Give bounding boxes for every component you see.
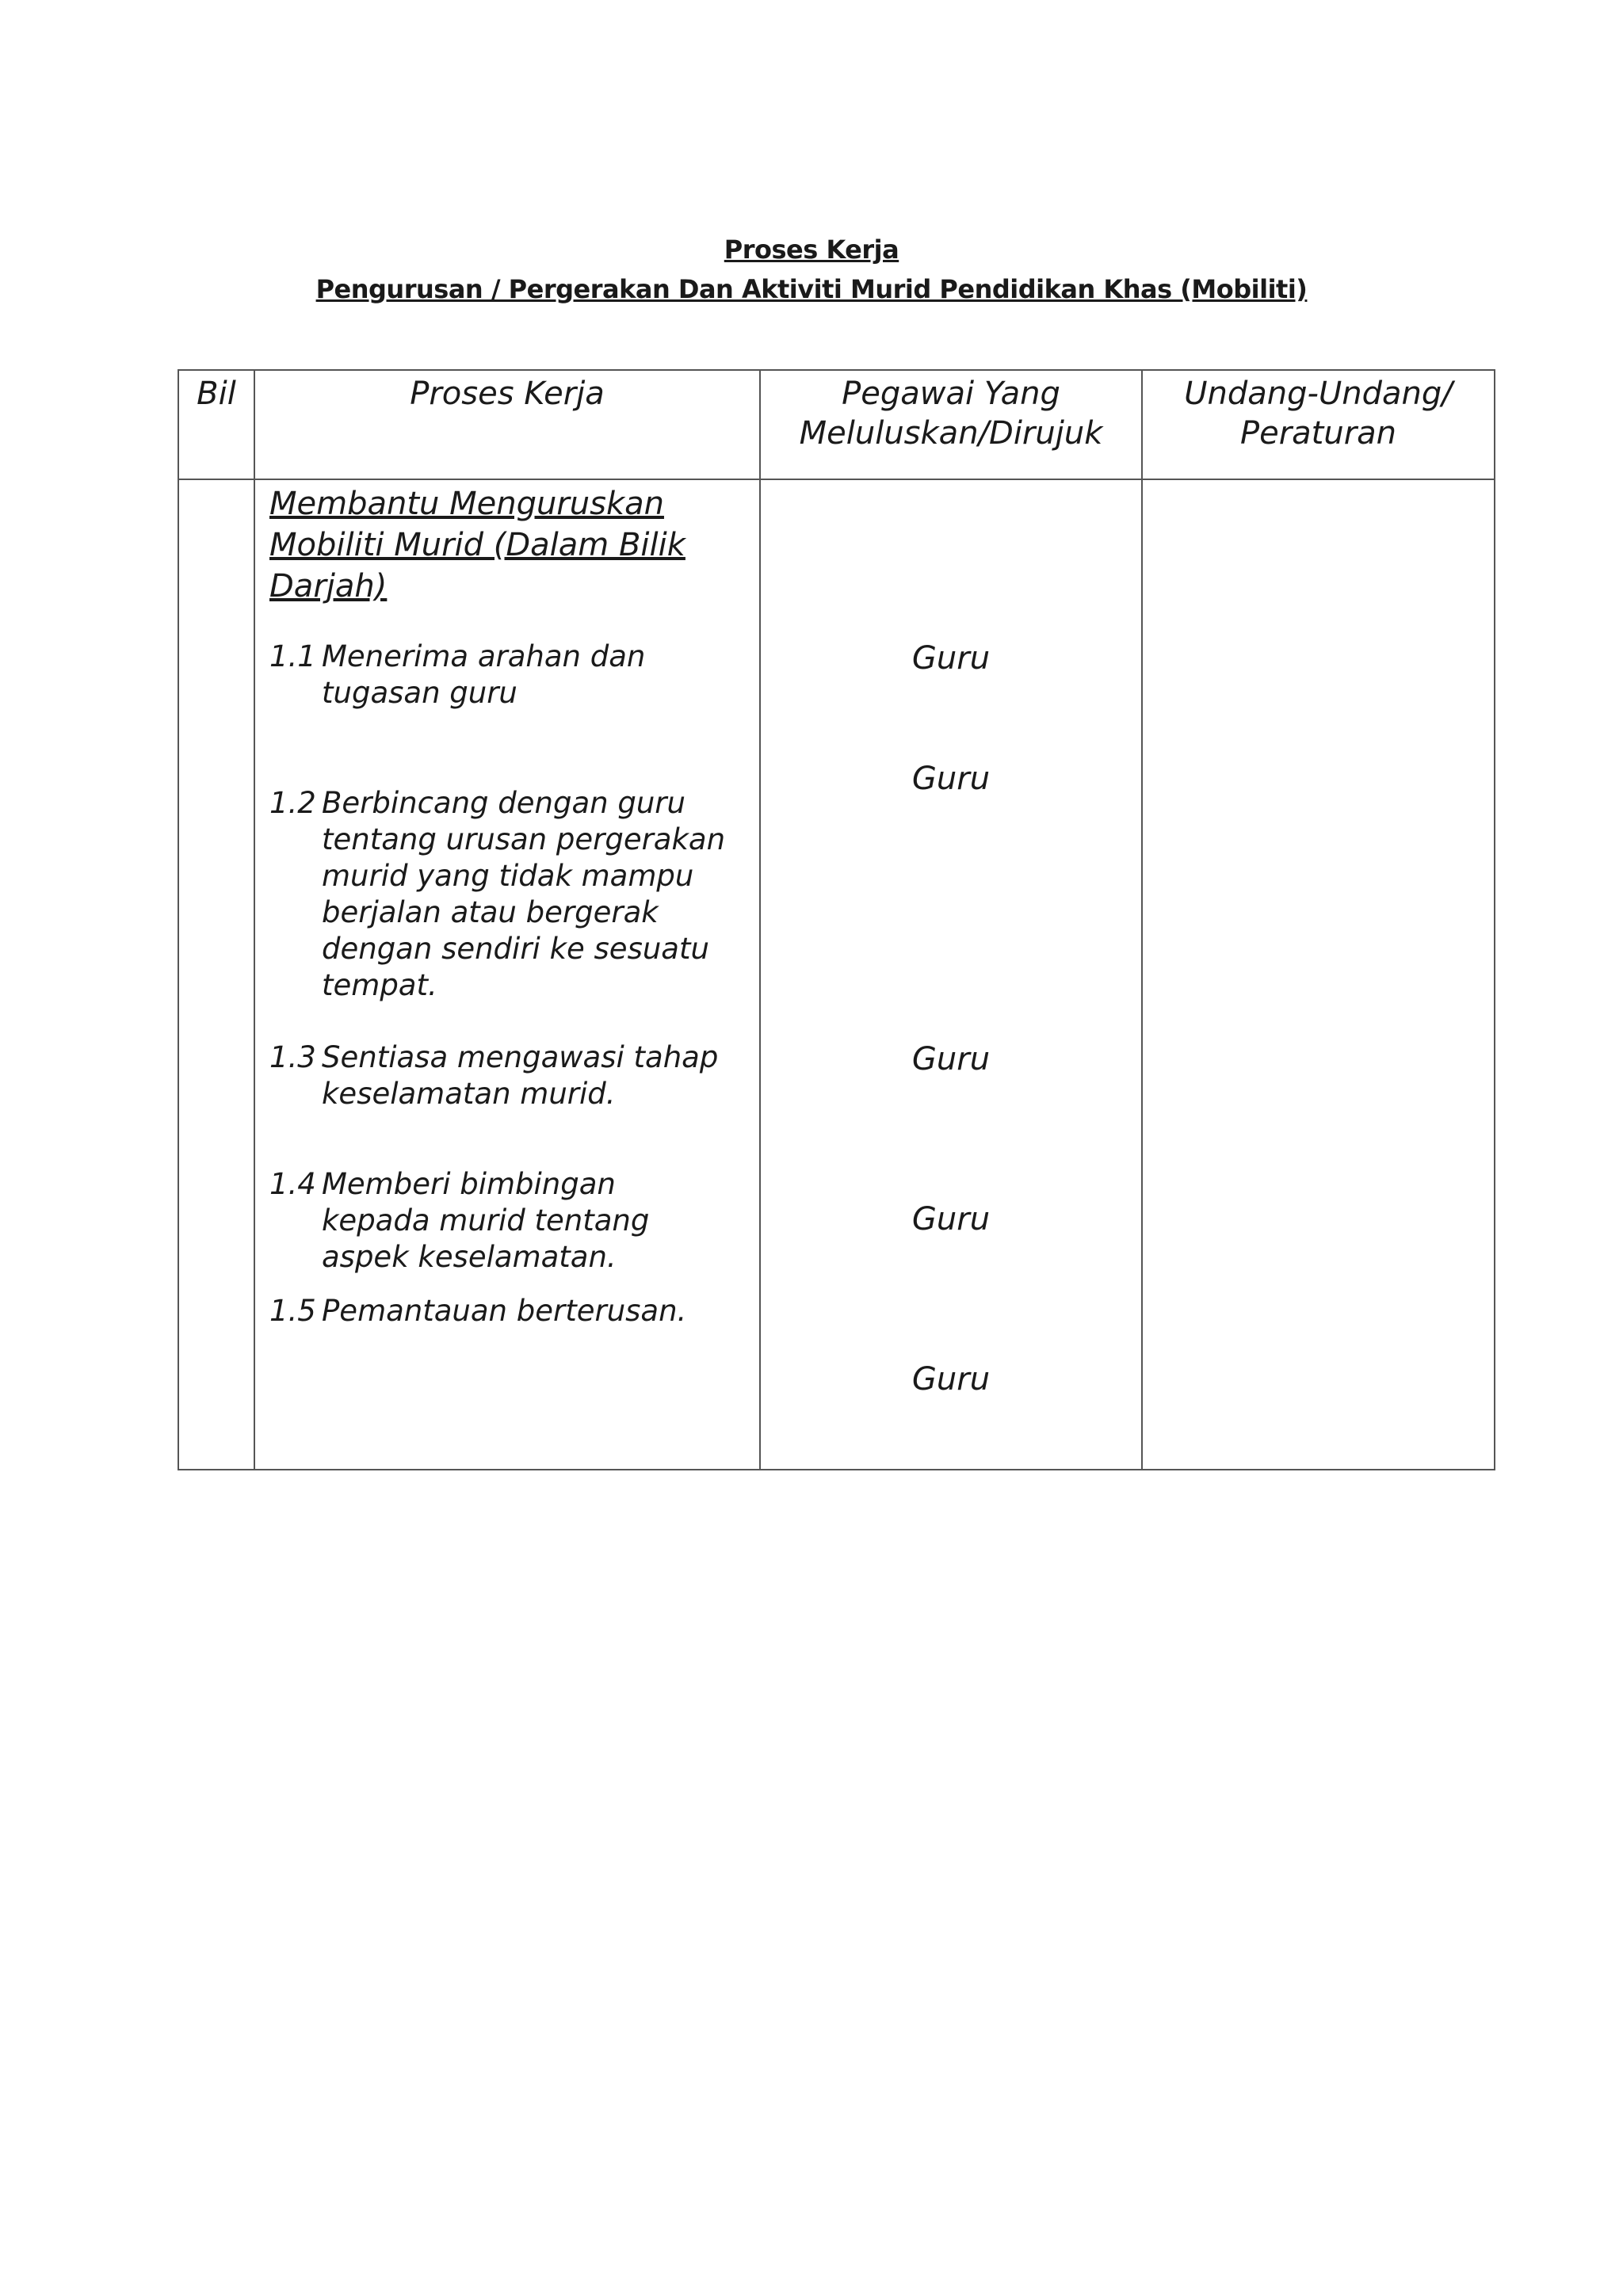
pegawai-value: Guru — [911, 1361, 991, 1398]
item-text: Pemantauan berterusan. — [322, 1294, 687, 1328]
item-number: 1.2 — [269, 786, 316, 820]
pegawai-value: Guru — [911, 640, 991, 677]
undang-cell — [1142, 479, 1495, 1470]
header-proses-kerja: Proses Kerja — [254, 370, 760, 479]
pegawai-value: Guru — [911, 761, 991, 797]
item-text: Menerima arahan dan tugasan guru — [322, 639, 646, 710]
header-bil: Bil — [178, 370, 254, 479]
proses-cell — [254, 479, 760, 1470]
page-title: Proses Kerja — [724, 235, 899, 265]
item-text: Berbincang dengan guru tentang urusan pergerakan murid yang tidak mampu berjalan atau bergerak dengan sendiri ke sesuatu tempat. — [322, 786, 726, 1002]
item-number: 1.1 — [269, 639, 316, 673]
item-number: 1.3 — [269, 1040, 316, 1074]
item-number: 1.5 — [269, 1294, 316, 1328]
page-subtitle: Pengurusan / Pergerakan Dan Aktiviti Murid Pendidikan Khas (Mobiliti) — [315, 274, 1308, 304]
list-item — [269, 1293, 745, 1329]
pegawai-value: Guru — [911, 1041, 991, 1077]
section-title: Membantu Menguruskan Mobiliti Murid (Dalam Bilik Darjah) — [269, 486, 685, 605]
list-item — [269, 1166, 745, 1276]
list-item — [269, 785, 745, 1004]
list-item — [269, 1039, 745, 1112]
item-text: Sentiasa mengawasi tahap keselamatan murid. — [322, 1040, 719, 1111]
item-number: 1.4 — [269, 1167, 316, 1201]
header-pegawai: Pegawai Yang Meluluskan/Dirujuk — [760, 370, 1142, 479]
bil-cell — [178, 479, 254, 1470]
list-item — [269, 639, 745, 711]
pegawai-value: Guru — [911, 1201, 991, 1238]
table-row — [178, 479, 1495, 1470]
table-header-row — [178, 370, 1495, 479]
item-text: Memberi bimbingan kepada murid tentang aspek keselamatan. — [322, 1167, 650, 1274]
header-undang-undang: Undang-Undang/ Peraturan — [1142, 370, 1495, 479]
pegawai-cell — [760, 479, 1142, 1470]
process-table — [178, 369, 1495, 1470]
